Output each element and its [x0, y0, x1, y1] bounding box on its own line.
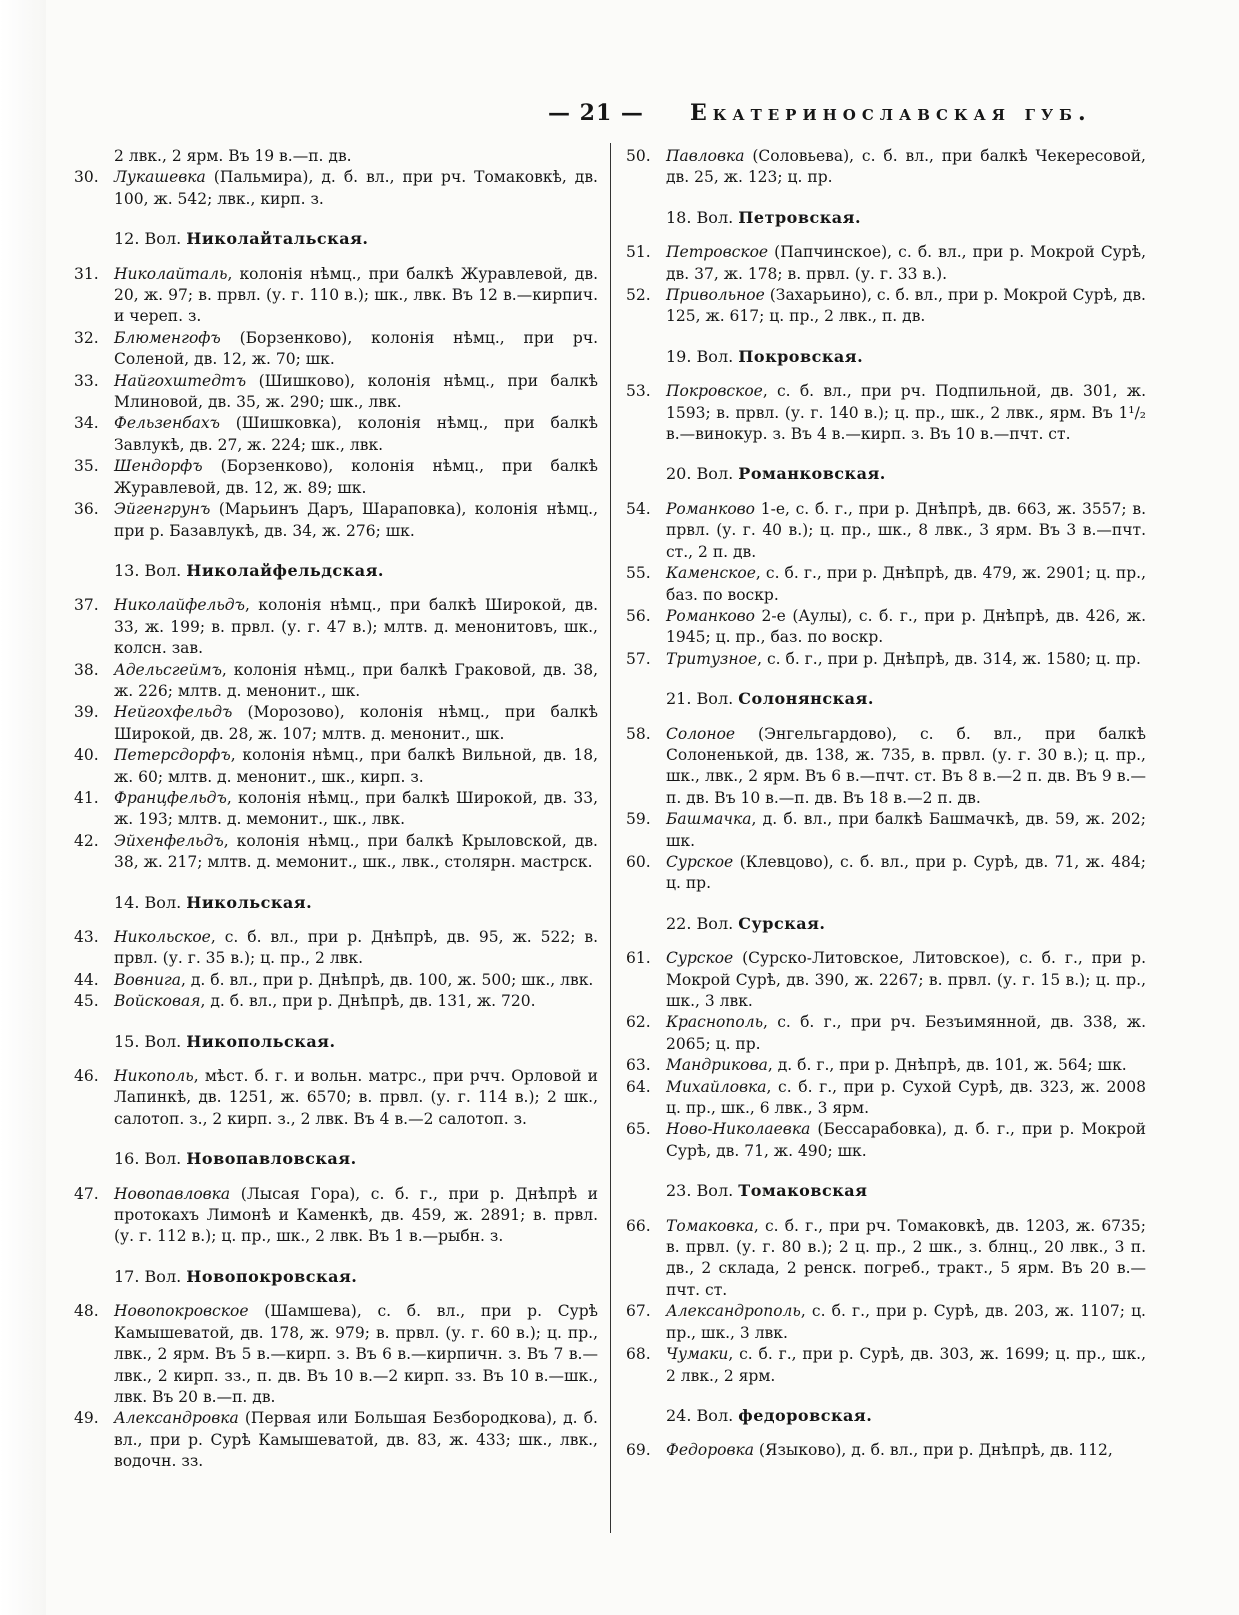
entry-number: 44. — [74, 970, 99, 989]
entry-description: (Шишковка), колонія нѣмц., при балкѣ Завлукѣ, дв. 27, ж. 224; шк., лвк. — [114, 414, 598, 454]
entry-number: 32. — [74, 328, 99, 347]
volost-name: Петровская. — [738, 207, 862, 227]
settlement-entry — [74, 167, 598, 210]
place-name: Федоровка — [666, 1441, 754, 1460]
place-name: Петерсдорфъ — [114, 746, 231, 765]
place-name: Томаковка — [666, 1216, 754, 1235]
place-name: Найгохштедтъ — [114, 371, 247, 390]
entry-number: 38. — [74, 660, 99, 679]
volost-number: 17. — [114, 1266, 140, 1286]
settlement-entry — [626, 1055, 1146, 1076]
entry-description: (Морозово), колонія нѣмц., при балкѣ Широкой, дв. 28, ж. 107; млтв. д. менонит., шк. — [114, 703, 598, 743]
entry-number: 64. — [626, 1077, 651, 1096]
entry-description: (Борзенково), колонія нѣмц., при рч. Соленой, дв. 12, ж. 70; шк. — [114, 328, 598, 369]
settlement-entry — [74, 1408, 598, 1472]
place-name: Никополь — [114, 1067, 194, 1086]
settlement-entry — [74, 831, 598, 874]
entry-number: 46. — [74, 1067, 99, 1086]
entry-number: 52. — [626, 286, 651, 305]
place-name: Сурское — [666, 949, 734, 968]
volost-label: Вол. — [696, 464, 734, 484]
place-name: Новопокровское — [114, 1302, 249, 1321]
volost-label: Вол. — [144, 229, 182, 249]
place-name: Новопавловка — [114, 1184, 231, 1203]
entry-number: 47. — [74, 1184, 99, 1203]
entry-number: 35. — [74, 457, 99, 476]
page-number: — 21 — — [548, 100, 644, 126]
place-name: Блюменгофъ — [114, 328, 221, 347]
entry-description: , с. б. г., при р. Сурѣ, дв. 303, ж. 1699; ц. пр., шк., 2 лвк., 2 ярм. — [666, 1345, 1146, 1385]
volost-label: Вол. — [696, 346, 734, 366]
entry-number: 66. — [626, 1216, 651, 1235]
place-name: Эйгенгрунъ — [114, 500, 211, 519]
entry-number: 34. — [74, 414, 99, 433]
volost-number: 18. — [666, 207, 692, 227]
volost-number: 21. — [666, 689, 692, 709]
entry-description: (Сурско-Литовское, Литовское), с. б. г., при р. Мокрой Сурѣ, дв. 390, ж. 2267; в. првл. (у. г. 15 в.); ц. пр., шк., 3 лвк. — [666, 949, 1146, 1010]
entry-number: 51. — [626, 243, 651, 262]
entry-description: (Шишково), колонія нѣмц., при балкѣ Млиновой, дв. 35, ж. 290; шк., лвк. — [114, 371, 598, 412]
entry-description: (Шамшева), с. б. вл., при р. Сурѣ Камышеватой, дв. 178, ж. 979; в. првл. (у. г. 60 в.); ц. пр., лвк., 2 ярм. Въ 5 в.—кирп. з. Въ 6 в.—кирпичн. з. Въ 7 в.—лвк., 2 кирп. зз., п. дв. Въ 10 в.—2 кирп. зз. Въ 10 в.—шк., лвк. Въ 20 в.—п. дв. — [114, 1302, 598, 1406]
volost-name: Покровская. — [738, 346, 864, 366]
place-name: Тритузное — [666, 649, 758, 668]
entry-number: 53. — [626, 382, 651, 401]
volost-name: Томаковская — [738, 1181, 868, 1201]
settlement-entry — [626, 852, 1146, 895]
settlement-entry — [626, 146, 1146, 189]
settlement-entry — [74, 970, 598, 991]
entry-number: 43. — [74, 928, 99, 946]
place-name: Привольное — [666, 286, 765, 305]
place-name: Эйхенфельдъ — [114, 831, 224, 850]
entry-number: 50. — [626, 147, 651, 165]
entry-continuation: 2 лвк., 2 ярм. Въ 19 в.—п. дв. — [114, 147, 352, 165]
entry-number: 54. — [626, 499, 651, 518]
entry-description: (Энгельгардово), с. б. вл., при балкѣ Солоненькой, дв. 138, ж. 735, в. првл. (у. г. 30 в.); ц. пр., шк., лвк., 2 ярм. Въ 6 в.—пчт. ст. Въ 8 в.—2 п. дв. Въ 9 в.—п. дв. Въ 10 в.—п. дв. Въ 18 в.—2 п. дв. — [666, 724, 1146, 807]
volost-label: Вол. — [696, 913, 734, 933]
settlement-entry — [74, 991, 598, 1012]
entry-number: 57. — [626, 649, 651, 668]
volost-number: 13. — [114, 560, 140, 580]
place-name: Мандрикова — [666, 1056, 768, 1075]
settlement-entry — [74, 456, 598, 499]
entry-description: , с. б. г., при рч. Безъимянной, дв. 338, ж. 2065; ц. пр. — [666, 1013, 1146, 1053]
settlement-entry — [74, 788, 598, 831]
entry-description: (Борзенково), колонія нѣмц., при балкѣ Журавлевой, дв. 12, ж. 89; шк. — [114, 457, 598, 497]
volost-heading — [626, 688, 1146, 709]
entry-number: 62. — [626, 1013, 651, 1032]
entry-description: , мѣст. б. г. и вольн. матрс., при рчч. Орловой и Лапинкѣ, дв. 1251, ж. 6570; в. првл. (у. г. 114 в.); 2 шк., салотоп. з., 2 кирп. з., 2 лвк. Въ 4 в.—2 салотоп. з. — [114, 1067, 598, 1128]
settlement-entry — [626, 1301, 1146, 1344]
volost-label: Вол. — [696, 207, 734, 227]
entry-number: 48. — [74, 1302, 99, 1321]
place-name: Ново-Николаевка — [666, 1120, 811, 1139]
entry-number: 63. — [626, 1056, 651, 1075]
entry-description: , д. б. вл., при р. Днѣпрѣ, дв. 131, ж. 720. — [200, 992, 536, 1011]
right-column — [626, 146, 1146, 1462]
entry-number: 31. — [74, 264, 99, 283]
place-name: Краснополь — [666, 1013, 764, 1032]
entry-number: 33. — [74, 371, 99, 390]
volost-name: Сурская. — [738, 913, 826, 933]
volost-heading — [626, 207, 1146, 228]
settlement-entry — [626, 242, 1146, 285]
settlement-entry — [74, 702, 598, 745]
place-name: Шендорфъ — [114, 457, 203, 476]
place-name: Солоное — [666, 724, 736, 743]
settlement-entry — [626, 381, 1146, 445]
place-name: Войсковая — [114, 992, 201, 1011]
entry-number: 36. — [74, 500, 99, 519]
settlement-entry — [74, 1301, 598, 1408]
place-name: Францфельдъ — [114, 788, 227, 807]
settlement-entry — [74, 264, 598, 328]
column-divider — [610, 143, 611, 1533]
entry-number: 42. — [74, 831, 99, 850]
entry-number: 49. — [74, 1409, 99, 1428]
entry-description: , колонія нѣмц., при балкѣ Граковой, дв. 38, ж. 226; млтв. д. менонит., шк. — [114, 660, 598, 700]
place-name: Сурское — [666, 852, 734, 871]
volost-heading — [626, 913, 1146, 934]
volost-heading — [74, 1266, 598, 1287]
entry-number: 40. — [74, 746, 99, 765]
entry-description: , с. б. вл., при р. Днѣпрѣ, дв. 95, ж. 522; в. првл. (у. г. 35 в.); ц. пр., 2 лвк. — [114, 928, 598, 968]
place-name: Адельсгеймъ — [114, 660, 222, 679]
volost-number: 12. — [114, 229, 140, 249]
settlement-entry — [626, 499, 1146, 563]
settlement-entry — [626, 285, 1146, 328]
settlement-entry — [74, 499, 598, 542]
volost-name: Новопокровская. — [186, 1266, 358, 1286]
volost-number: 19. — [666, 346, 692, 366]
place-name: Каменское — [666, 564, 756, 583]
running-title: Екатеринославская губ. — [689, 100, 1092, 126]
entry-description: (Бессарабовка), д. б. г., при р. Мокрой Сурѣ, дв. 71, ж. 490; шк. — [666, 1120, 1146, 1160]
settlement-entry — [626, 649, 1146, 670]
settlement-entry — [626, 1077, 1146, 1120]
place-name: Николайфельдъ — [114, 596, 245, 615]
volost-label: Вол. — [696, 689, 734, 709]
settlement-entry — [74, 413, 598, 456]
settlement-entry — [626, 1012, 1146, 1055]
settlement-entry — [626, 948, 1146, 1012]
left-column — [74, 146, 598, 1473]
volost-label: Вол. — [144, 1149, 182, 1169]
place-name: Чумаки — [666, 1345, 729, 1364]
entry-description: , колонія нѣмц., при балкѣ Вильной, дв. 18, ж. 60; млтв. д. менонит., шк., кирп. з. — [114, 746, 598, 786]
entry-number: 60. — [626, 852, 651, 871]
place-name: Александрополь — [666, 1302, 801, 1321]
entry-description: (Захарьино), с. б. вл., при р. Мокрой Сурѣ, дв. 125, ж. 617; ц. пр., 2 лвк., п. дв. — [666, 286, 1146, 326]
entry-description: , с. б. г., при рч. Томаковкѣ, дв. 1203, ж. 6735; в. првл. (у. г. 80 в.); 2 ц. пр., 2 шк., з. блнц., 20 лвк., 3 п. дв., 2 склада, 2 ренск. погреб., тракт., 5 ярм. Въ 20 в.—пчт. ст. — [666, 1216, 1146, 1299]
entry-number: 68. — [626, 1345, 651, 1364]
settlement-entry — [74, 1066, 598, 1130]
volost-heading — [74, 560, 598, 581]
volost-name: Никольская. — [186, 892, 313, 912]
place-name: Вовнига — [114, 970, 182, 989]
place-name: Павловка — [666, 147, 745, 165]
place-name: Михайловка — [666, 1077, 767, 1096]
settlement-entry — [74, 1184, 598, 1248]
entry-number: 56. — [626, 606, 651, 625]
volost-heading — [626, 1405, 1146, 1426]
volost-name: федоровская. — [738, 1405, 873, 1425]
settlement-entry — [626, 606, 1146, 649]
volost-label: Вол. — [144, 1031, 182, 1051]
entry-description: (Лысая Гора), с. б. г., при р. Днѣпрѣ и протокахъ Лимонѣ и Каменкѣ, дв. 459, ж. 2891; в. првл. (у. г. 112 в.); ц. пр., шк., 2 лвк. Въ 1 в.—рыбн. з. — [114, 1184, 598, 1246]
volost-name: Романковская. — [738, 464, 886, 484]
entry-description: , с. б. г., при р. Сухой Сурѣ, дв. 323, ж. 2008 ц. пр., шк., 6 лвк., 3 ярм. — [666, 1077, 1146, 1118]
entry-number: 45. — [74, 992, 99, 1011]
place-name: Романково — [666, 606, 756, 625]
entry-description: , с. б. г., при р. Сурѣ, дв. 203, ж. 1107; ц. пр., шк., 3 лвк. — [666, 1302, 1146, 1342]
settlement-entry — [74, 745, 598, 788]
volost-heading — [626, 463, 1146, 484]
page-header — [548, 95, 1199, 131]
volost-number: 20. — [666, 464, 692, 484]
settlement-entry — [626, 1119, 1146, 1162]
settlement-entry — [74, 660, 598, 703]
volost-number: 23. — [666, 1181, 692, 1201]
entry-description: 2-е (Аулы), с. б. г., при р. Днѣпрѣ, дв. 426, ж. 1945; ц. пр., баз. по воскр. — [666, 606, 1146, 647]
entry-number: 58. — [626, 724, 651, 743]
settlement-entry — [626, 1216, 1146, 1302]
volost-heading — [74, 228, 598, 249]
volost-number: 22. — [666, 913, 692, 933]
settlement-entry — [74, 595, 598, 659]
volost-label: Вол. — [144, 560, 182, 580]
volost-number: 15. — [114, 1031, 140, 1051]
settlement-entry — [626, 563, 1146, 606]
entry-description: , колонія нѣмц., при балкѣ Широкой, дв. 33, ж. 199; в. првл. (у. г. 47 в.); млтв. д. менонитовъ, шк., колсн. зав. — [114, 596, 598, 658]
entry-description: , д. б. г., при р. Днѣпрѣ, дв. 101, ж. 564; шк. — [767, 1056, 1127, 1075]
volost-heading — [74, 1148, 598, 1169]
entry-description: (Пальмира), д. б. вл., при рч. Томаковкѣ, дв. 100, ж. 542; лвк., кирп. з. — [114, 168, 598, 208]
place-name: Башмачка — [666, 810, 752, 829]
volost-number: 16. — [114, 1149, 140, 1169]
volost-heading — [74, 892, 598, 913]
entry-description: , колонія нѣмц., при балкѣ Журавлевой, дв. 20, ж. 97; в. првл. (у. г. 110 в.); шк., лвк. Въ 12 в.—кирпич. и череп. з. — [114, 264, 598, 326]
volost-label: Вол. — [144, 892, 182, 912]
place-name: Лукашевка — [114, 168, 206, 187]
entry-description: , с. б. г., при р. Днѣпрѣ, дв. 479, ж. 2901; ц. пр., баз. по воскр. — [666, 564, 1146, 604]
entry-description: , д. б. вл., при р. Днѣпрѣ, дв. 100, ж. 500; шк., лвк. — [181, 970, 594, 989]
entry-description: , с. б. г., при р. Днѣпрѣ, дв. 314, ж. 1580; ц. пр. — [757, 649, 1141, 668]
entry-description: (Папчинское), с. б. вл., при р. Мокрой Сурѣ, дв. 37, ж. 178; в. првл. (у. г. 33 в.). — [666, 243, 1146, 283]
entry-number: 67. — [626, 1302, 651, 1321]
volost-name: Николайтальская. — [186, 229, 369, 249]
place-name: Фельзенбахъ — [114, 414, 220, 433]
entry-number: 41. — [74, 788, 99, 807]
entry-description: (Соловьева), с. б. вл., при балкѣ Чекересовой, дв. 25, ж. 123; ц. пр. — [666, 147, 1146, 187]
place-name: Александровка — [114, 1409, 239, 1428]
volost-name: Новопавловская. — [186, 1149, 357, 1169]
volost-heading — [626, 1180, 1146, 1201]
volost-name: Солонянская. — [738, 689, 874, 709]
entry-description: , д. б. вл., при балкѣ Башмачкѣ, дв. 59, ж. 202; шк. — [666, 810, 1146, 850]
entry-number: 69. — [626, 1441, 651, 1460]
entry-description: (Клевцово), с. б. вл., при р. Сурѣ, дв. 71, ж. 484; ц. пр. — [666, 852, 1146, 893]
settlement-entry — [626, 724, 1146, 810]
entry-number: 39. — [74, 703, 99, 722]
entry-number: 55. — [626, 564, 651, 583]
volost-number: 24. — [666, 1405, 692, 1425]
settlement-entry — [626, 1440, 1146, 1461]
entry-number: 59. — [626, 810, 651, 829]
entry-description: , колонія нѣмц., при балкѣ Крыловской, дв. 38, ж. 217; млтв. д. мемонит., шк., лвк., столярн. мастрск. — [114, 831, 598, 872]
entry-description: , с. б. вл., при рч. Подпильной, дв. 301, ж. 1593; в. првл. (у. г. 140 в.); ц. пр., шк., 2 лвк., ярм. Въ 1¹/₂ в.—винокур. з. Въ 4 в.—кирп. з. Въ 10 в.—пчт. ст. — [666, 382, 1146, 444]
settlement-entry — [74, 371, 598, 414]
entry-number: 30. — [74, 168, 99, 187]
volost-label: Вол. — [696, 1405, 734, 1425]
place-name: Николайталь — [114, 264, 228, 283]
volost-heading — [626, 346, 1146, 367]
settlement-entry — [626, 809, 1146, 852]
place-name: Покровское — [666, 382, 763, 401]
place-name: Петровское — [666, 243, 769, 262]
entry-description: (Языково), д. б. вл., при р. Днѣпрѣ, дв. 112, — [753, 1441, 1113, 1460]
entry-number: 65. — [626, 1120, 651, 1139]
volost-number: 14. — [114, 892, 140, 912]
volost-name: Никопольская. — [186, 1031, 336, 1051]
volost-heading — [74, 1031, 598, 1052]
settlement-entry — [74, 927, 598, 970]
volost-label: Вол. — [144, 1266, 182, 1286]
entry-description: 1-е, с. б. г., при р. Днѣпрѣ, дв. 663, ж. 3557; в. првл. (у. г. 40 в.); ц. пр., шк., 8 лвк., 3 ярм. Въ 3 в.—пчт. ст., 2 п. дв. — [666, 499, 1146, 561]
settlement-entry — [74, 328, 598, 371]
place-name: Нейгохфельдъ — [114, 703, 233, 722]
entry-number: 37. — [74, 596, 99, 615]
entry-description: (Марьинъ Даръ, Шараповка), колонія нѣмц., при р. Базавлукѣ, дв. 34, ж. 276; шк. — [114, 500, 598, 540]
entry-number: 61. — [626, 949, 651, 968]
place-name: Никольское — [114, 928, 211, 946]
volost-label: Вол. — [696, 1181, 734, 1201]
place-name: Романково — [666, 499, 756, 518]
settlement-entry — [626, 1344, 1146, 1387]
entry-description: , колонія нѣмц., при балкѣ Широкой, дв. 33, ж. 193; млтв. д. мемонит., шк., лвк. — [114, 788, 598, 829]
entry-description: (Первая или Большая Безбородкова), д. б. вл., при р. Сурѣ Камышеватой, дв. 83, ж. 433; шк., лвк., водочн. зз. — [114, 1409, 598, 1471]
volost-name: Николайфельдская. — [186, 560, 384, 580]
